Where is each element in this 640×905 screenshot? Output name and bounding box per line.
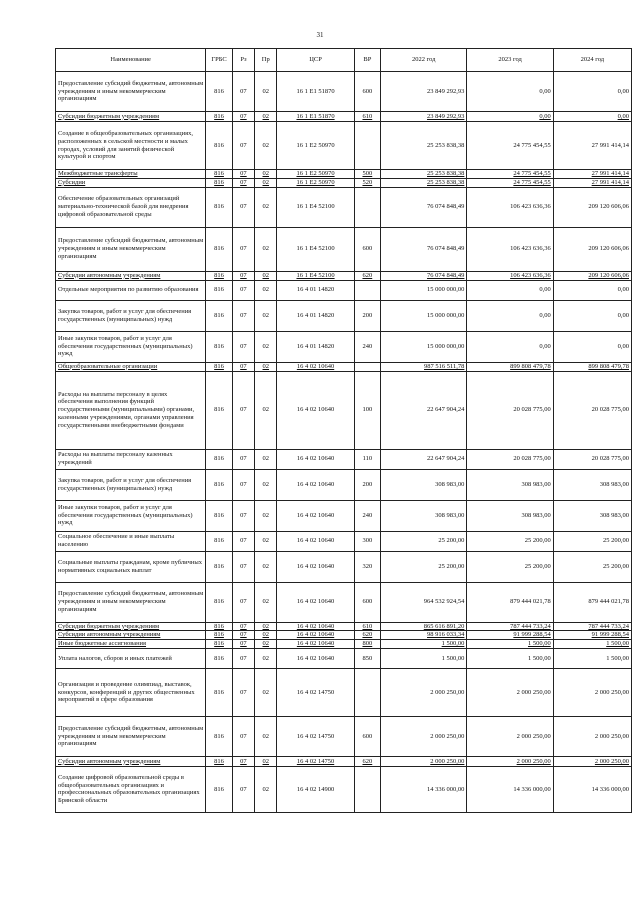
table-row	[56, 362, 632, 371]
cell-vr: 620	[354, 271, 380, 280]
cell-csr: 16 1 E2 50970	[277, 122, 354, 170]
cell-y2022: 25 200,00	[381, 551, 467, 582]
cell-pr: 02	[255, 469, 277, 500]
table-header-row	[56, 49, 632, 72]
cell-name: Обеспечение образовательных организаций материально-технической базой для внедрения цифровой образовательной среды	[56, 187, 206, 227]
cell-y2022: 865 616 891,20	[381, 622, 467, 631]
cell-rz: 07	[232, 766, 254, 812]
cell-csr: 16 1 E4 52100	[277, 187, 354, 227]
cell-rz: 07	[232, 178, 254, 187]
cell-y2024: 25 200,00	[553, 531, 631, 551]
cell-name: Межбюджетные трансферты	[56, 170, 206, 179]
cell-y2022: 2 000 250,00	[381, 716, 467, 756]
table-row	[56, 331, 632, 362]
table-row	[56, 271, 632, 280]
cell-y2023: 2 000 250,00	[467, 716, 553, 756]
cell-y2022: 15 000 000,00	[381, 280, 467, 300]
cell-y2022: 2 000 250,00	[381, 668, 467, 716]
table-row	[56, 582, 632, 622]
cell-y2022: 964 532 924,54	[381, 582, 467, 622]
cell-name: Социальное обеспечение и иные выплаты населению	[56, 531, 206, 551]
table-row	[56, 469, 632, 500]
cell-grbs: 816	[206, 551, 232, 582]
table-row	[56, 500, 632, 531]
cell-grbs: 816	[206, 716, 232, 756]
cell-grbs: 816	[206, 170, 232, 179]
col-header-csr: ЦСР	[277, 49, 354, 72]
cell-y2022: 98 916 033,34	[381, 631, 467, 640]
cell-grbs: 816	[206, 271, 232, 280]
cell-grbs: 816	[206, 756, 232, 766]
table-row	[56, 371, 632, 449]
cell-y2023: 0,00	[467, 300, 553, 331]
cell-pr: 02	[255, 271, 277, 280]
cell-csr: 16 4 02 14750	[277, 756, 354, 766]
cell-rz: 07	[232, 122, 254, 170]
cell-y2022: 25 253 838,38	[381, 178, 467, 187]
cell-vr: 620	[354, 631, 380, 640]
cell-name: Предоставление субсидий бюджетным, автономным учреждениям и иным некоммерческим организациям	[56, 227, 206, 271]
cell-vr: 610	[354, 112, 380, 122]
cell-y2024: 308 983,00	[553, 469, 631, 500]
col-header-pr: Пр	[255, 49, 277, 72]
cell-pr: 02	[255, 716, 277, 756]
cell-grbs: 816	[206, 187, 232, 227]
cell-name: Социальные выплаты гражданам, кроме публичных нормативных социальных выплат	[56, 551, 206, 582]
cell-y2023: 0,00	[467, 112, 553, 122]
cell-csr: 16 1 E2 50970	[277, 178, 354, 187]
cell-name: Предоставление субсидий бюджетным, автономным учреждениям и иным некоммерческим организациям	[56, 716, 206, 756]
cell-name: Предоставление субсидий бюджетным, автономным учреждениям и иным некоммерческим организациям	[56, 72, 206, 112]
cell-vr: 200	[354, 300, 380, 331]
cell-grbs: 816	[206, 280, 232, 300]
cell-pr: 02	[255, 331, 277, 362]
cell-y2023: 14 336 000,00	[467, 766, 553, 812]
cell-y2023: 0,00	[467, 331, 553, 362]
cell-y2022: 76 074 848,49	[381, 227, 467, 271]
cell-y2022: 76 074 848,49	[381, 271, 467, 280]
cell-name: Расходы на выплаты персоналу в целях обеспечения выполнения функций государственными (муниципальными) органами, казенными учреждениями, органами управления государственными внебюджетными фондами	[56, 371, 206, 449]
cell-y2022: 1 500,00	[381, 640, 467, 649]
cell-rz: 07	[232, 469, 254, 500]
cell-pr: 02	[255, 280, 277, 300]
cell-name: Закупка товаров, работ и услуг для обеспечения государственных (муниципальных) нужд	[56, 469, 206, 500]
cell-y2023: 2 000 250,00	[467, 668, 553, 716]
table-row	[56, 72, 632, 112]
cell-grbs: 816	[206, 371, 232, 449]
cell-y2022: 22 647 904,24	[381, 449, 467, 469]
cell-csr: 16 4 01 14820	[277, 280, 354, 300]
cell-vr: 110	[354, 449, 380, 469]
cell-csr: 16 4 02 10640	[277, 648, 354, 668]
cell-y2024: 308 983,00	[553, 500, 631, 531]
table-row	[56, 648, 632, 668]
cell-y2024: 20 028 775,00	[553, 449, 631, 469]
cell-vr: 500	[354, 170, 380, 179]
cell-name: Создание цифровой образовательной среды в общеобразовательных организациях и профессиональных образовательных организациях Брянской области	[56, 766, 206, 812]
page-number: 31	[316, 31, 324, 39]
col-header-2024: 2024 год	[553, 49, 631, 72]
cell-csr: 16 4 02 10640	[277, 640, 354, 649]
cell-pr: 02	[255, 648, 277, 668]
cell-rz: 07	[232, 582, 254, 622]
cell-name: Организация и проведение олимпиад, выставок, конкурсов, конференций и других общественных мероприятий в сфере образования	[56, 668, 206, 716]
cell-rz: 07	[232, 668, 254, 716]
cell-rz: 07	[232, 112, 254, 122]
cell-pr: 02	[255, 531, 277, 551]
cell-y2022: 987 516 511,78	[381, 362, 467, 371]
cell-pr: 02	[255, 122, 277, 170]
cell-y2022: 15 000 000,00	[381, 331, 467, 362]
cell-csr: 16 4 02 10640	[277, 371, 354, 449]
cell-grbs: 816	[206, 500, 232, 531]
cell-y2022: 15 000 000,00	[381, 300, 467, 331]
cell-y2023: 106 423 636,36	[467, 227, 553, 271]
cell-y2022: 25 253 838,38	[381, 122, 467, 170]
cell-pr: 02	[255, 631, 277, 640]
cell-grbs: 816	[206, 640, 232, 649]
cell-vr	[354, 187, 380, 227]
cell-name: Создание в общеобразовательных организациях, расположенных в сельской местности и малых городах, условий для занятий физической культурой и спортом	[56, 122, 206, 170]
cell-name: Расходы на выплаты персоналу казенных учреждений	[56, 449, 206, 469]
cell-vr: 600	[354, 716, 380, 756]
cell-y2024: 27 991 414,14	[553, 122, 631, 170]
cell-vr	[354, 280, 380, 300]
cell-rz: 07	[232, 72, 254, 112]
cell-grbs: 816	[206, 668, 232, 716]
cell-rz: 07	[232, 187, 254, 227]
table-row	[56, 766, 632, 812]
col-header-name: Наименование	[56, 49, 206, 72]
cell-vr: 520	[354, 178, 380, 187]
cell-rz: 07	[232, 631, 254, 640]
cell-pr: 02	[255, 178, 277, 187]
cell-grbs: 816	[206, 582, 232, 622]
budget-table	[55, 48, 632, 813]
cell-y2024: 0,00	[553, 112, 631, 122]
table-row	[56, 170, 632, 179]
cell-y2022: 76 074 848,49	[381, 187, 467, 227]
cell-y2023: 24 775 454,55	[467, 170, 553, 179]
cell-csr: 16 1 E4 52100	[277, 227, 354, 271]
cell-y2023: 1 500,00	[467, 648, 553, 668]
cell-pr: 02	[255, 187, 277, 227]
cell-name: Уплата налогов, сборов и иных платежей	[56, 648, 206, 668]
cell-rz: 07	[232, 331, 254, 362]
cell-grbs: 816	[206, 178, 232, 187]
cell-vr: 240	[354, 500, 380, 531]
cell-grbs: 816	[206, 331, 232, 362]
cell-csr: 16 4 01 14820	[277, 331, 354, 362]
cell-csr: 16 4 02 10640	[277, 531, 354, 551]
cell-name: Субсидии автономным учреждениям	[56, 756, 206, 766]
cell-y2023: 899 808 479,78	[467, 362, 553, 371]
cell-y2023: 20 028 775,00	[467, 371, 553, 449]
cell-pr: 02	[255, 170, 277, 179]
cell-y2023: 1 500,00	[467, 640, 553, 649]
cell-y2023: 106 423 636,36	[467, 187, 553, 227]
cell-csr: 16 4 02 14900	[277, 766, 354, 812]
cell-grbs: 816	[206, 72, 232, 112]
cell-csr: 16 4 02 10640	[277, 449, 354, 469]
cell-y2023: 91 999 288,54	[467, 631, 553, 640]
cell-name: Общеобразовательные организации	[56, 362, 206, 371]
cell-vr: 850	[354, 648, 380, 668]
cell-y2024: 27 991 414,14	[553, 178, 631, 187]
cell-vr: 610	[354, 622, 380, 631]
cell-pr: 02	[255, 766, 277, 812]
cell-name: Субсидии бюджетным учреждениям	[56, 622, 206, 631]
cell-pr: 02	[255, 640, 277, 649]
cell-name: Иные бюджетные ассигнования	[56, 640, 206, 649]
cell-rz: 07	[232, 756, 254, 766]
cell-csr: 16 4 02 10640	[277, 622, 354, 631]
cell-y2023: 20 028 775,00	[467, 449, 553, 469]
cell-y2023: 308 983,00	[467, 469, 553, 500]
cell-y2024: 2 000 250,00	[553, 716, 631, 756]
cell-name: Субсидии бюджетным учреждениям	[56, 112, 206, 122]
cell-y2024: 0,00	[553, 331, 631, 362]
cell-name: Субсидии	[56, 178, 206, 187]
cell-rz: 07	[232, 531, 254, 551]
table-row	[56, 716, 632, 756]
cell-csr: 16 4 02 14750	[277, 716, 354, 756]
table-row	[56, 640, 632, 649]
table-row	[56, 280, 632, 300]
cell-pr: 02	[255, 449, 277, 469]
cell-grbs: 816	[206, 622, 232, 631]
col-header-2022: 2022 год	[381, 49, 467, 72]
col-header-2023: 2023 год	[467, 49, 553, 72]
cell-grbs: 816	[206, 531, 232, 551]
cell-y2023: 0,00	[467, 72, 553, 112]
table-row	[56, 122, 632, 170]
cell-csr: 16 1 E2 50970	[277, 170, 354, 179]
cell-y2024: 1 500,00	[553, 648, 631, 668]
cell-csr: 16 1 E1 51870	[277, 112, 354, 122]
cell-rz: 07	[232, 280, 254, 300]
cell-pr: 02	[255, 371, 277, 449]
cell-name: Субсидии автономным учреждениям	[56, 631, 206, 640]
cell-vr: 600	[354, 227, 380, 271]
cell-grbs: 816	[206, 112, 232, 122]
cell-y2024: 209 120 606,06	[553, 187, 631, 227]
cell-vr: 200	[354, 469, 380, 500]
table-row	[56, 631, 632, 640]
col-header-grbs: ГРБС	[206, 49, 232, 72]
cell-y2024: 787 444 733,24	[553, 622, 631, 631]
cell-vr	[354, 362, 380, 371]
cell-pr: 02	[255, 668, 277, 716]
cell-y2024: 0,00	[553, 72, 631, 112]
cell-name: Субсидии автономным учреждениям	[56, 271, 206, 280]
table-row	[56, 112, 632, 122]
cell-vr: 320	[354, 551, 380, 582]
cell-csr: 16 4 02 14750	[277, 668, 354, 716]
cell-y2022: 25 200,00	[381, 531, 467, 551]
cell-vr	[354, 766, 380, 812]
cell-y2022: 308 983,00	[381, 469, 467, 500]
cell-y2023: 106 423 636,36	[467, 271, 553, 280]
cell-csr: 16 4 02 10640	[277, 631, 354, 640]
cell-grbs: 816	[206, 631, 232, 640]
cell-grbs: 816	[206, 300, 232, 331]
cell-y2024: 20 028 775,00	[553, 371, 631, 449]
cell-pr: 02	[255, 227, 277, 271]
cell-name: Отдельные мероприятия по развитию образования	[56, 280, 206, 300]
cell-y2022: 23 849 292,93	[381, 112, 467, 122]
cell-y2024: 14 336 000,00	[553, 766, 631, 812]
cell-rz: 07	[232, 648, 254, 668]
cell-y2022: 14 336 000,00	[381, 766, 467, 812]
cell-grbs: 816	[206, 648, 232, 668]
cell-y2022: 2 000 250,00	[381, 756, 467, 766]
table-row	[56, 300, 632, 331]
cell-vr: 600	[354, 582, 380, 622]
cell-grbs: 816	[206, 469, 232, 500]
cell-pr: 02	[255, 112, 277, 122]
cell-name: Иные закупки товаров, работ и услуг для обеспечения государственных (муниципальных) нужд	[56, 331, 206, 362]
cell-csr: 16 4 02 10640	[277, 500, 354, 531]
cell-pr: 02	[255, 500, 277, 531]
cell-y2023: 787 444 733,24	[467, 622, 553, 631]
cell-y2022: 23 849 292,93	[381, 72, 467, 112]
cell-y2024: 2 000 250,00	[553, 668, 631, 716]
cell-y2024: 899 808 479,78	[553, 362, 631, 371]
cell-grbs: 816	[206, 227, 232, 271]
cell-vr: 100	[354, 371, 380, 449]
cell-rz: 07	[232, 271, 254, 280]
cell-rz: 07	[232, 622, 254, 631]
cell-vr: 240	[354, 331, 380, 362]
cell-y2024: 879 444 021,78	[553, 582, 631, 622]
cell-y2023: 25 200,00	[467, 551, 553, 582]
cell-grbs: 816	[206, 122, 232, 170]
cell-y2023: 0,00	[467, 280, 553, 300]
cell-csr: 16 4 01 14820	[277, 300, 354, 331]
cell-y2023: 24 775 454,55	[467, 178, 553, 187]
cell-y2024: 209 120 606,06	[553, 227, 631, 271]
table-row	[56, 668, 632, 716]
cell-vr: 800	[354, 640, 380, 649]
table-row	[56, 187, 632, 227]
cell-rz: 07	[232, 371, 254, 449]
cell-y2024: 27 991 414,14	[553, 170, 631, 179]
table-row	[56, 551, 632, 582]
cell-rz: 07	[232, 716, 254, 756]
cell-y2022: 308 983,00	[381, 500, 467, 531]
table-row	[56, 756, 632, 766]
cell-pr: 02	[255, 756, 277, 766]
cell-vr: 600	[354, 72, 380, 112]
cell-y2024: 25 200,00	[553, 551, 631, 582]
cell-rz: 07	[232, 500, 254, 531]
cell-rz: 07	[232, 640, 254, 649]
cell-rz: 07	[232, 227, 254, 271]
cell-rz: 07	[232, 300, 254, 331]
cell-rz: 07	[232, 551, 254, 582]
cell-y2024: 91 999 288,54	[553, 631, 631, 640]
cell-y2024: 0,00	[553, 280, 631, 300]
cell-y2022: 22 647 904,24	[381, 371, 467, 449]
table-row	[56, 227, 632, 271]
cell-name: Предоставление субсидий бюджетным, автономным учреждениям и иным некоммерческим организациям	[56, 582, 206, 622]
cell-csr: 16 4 02 10640	[277, 551, 354, 582]
col-header-vr: ВР	[354, 49, 380, 72]
cell-name: Иные закупки товаров, работ и услуг для обеспечения государственных (муниципальных) нужд	[56, 500, 206, 531]
table-row	[56, 449, 632, 469]
cell-rz: 07	[232, 449, 254, 469]
cell-pr: 02	[255, 582, 277, 622]
cell-y2024: 2 000 250,00	[553, 756, 631, 766]
cell-y2023: 879 444 021,78	[467, 582, 553, 622]
cell-y2024: 0,00	[553, 300, 631, 331]
cell-grbs: 816	[206, 766, 232, 812]
cell-y2022: 1 500,00	[381, 648, 467, 668]
cell-rz: 07	[232, 362, 254, 371]
cell-vr	[354, 122, 380, 170]
table-row	[56, 531, 632, 551]
cell-pr: 02	[255, 362, 277, 371]
cell-pr: 02	[255, 300, 277, 331]
cell-y2022: 25 253 838,38	[381, 170, 467, 179]
cell-y2023: 24 775 454,55	[467, 122, 553, 170]
cell-grbs: 816	[206, 449, 232, 469]
cell-pr: 02	[255, 551, 277, 582]
cell-csr: 16 4 02 10640	[277, 362, 354, 371]
table-row	[56, 622, 632, 631]
cell-grbs: 816	[206, 362, 232, 371]
cell-name: Закупка товаров, работ и услуг для обеспечения государственных (муниципальных) нужд	[56, 300, 206, 331]
cell-y2023: 2 000 250,00	[467, 756, 553, 766]
cell-vr	[354, 668, 380, 716]
cell-y2023: 25 200,00	[467, 531, 553, 551]
cell-rz: 07	[232, 170, 254, 179]
cell-pr: 02	[255, 72, 277, 112]
table-row	[56, 178, 632, 187]
cell-csr: 16 1 E1 51870	[277, 72, 354, 112]
cell-vr: 300	[354, 531, 380, 551]
cell-csr: 16 4 02 10640	[277, 469, 354, 500]
cell-csr: 16 4 02 10640	[277, 582, 354, 622]
col-header-rz: Рз	[232, 49, 254, 72]
cell-pr: 02	[255, 622, 277, 631]
cell-y2024: 209 120 606,06	[553, 271, 631, 280]
cell-y2023: 308 983,00	[467, 500, 553, 531]
cell-y2024: 1 500,00	[553, 640, 631, 649]
cell-vr: 620	[354, 756, 380, 766]
cell-csr: 16 1 E4 52100	[277, 271, 354, 280]
